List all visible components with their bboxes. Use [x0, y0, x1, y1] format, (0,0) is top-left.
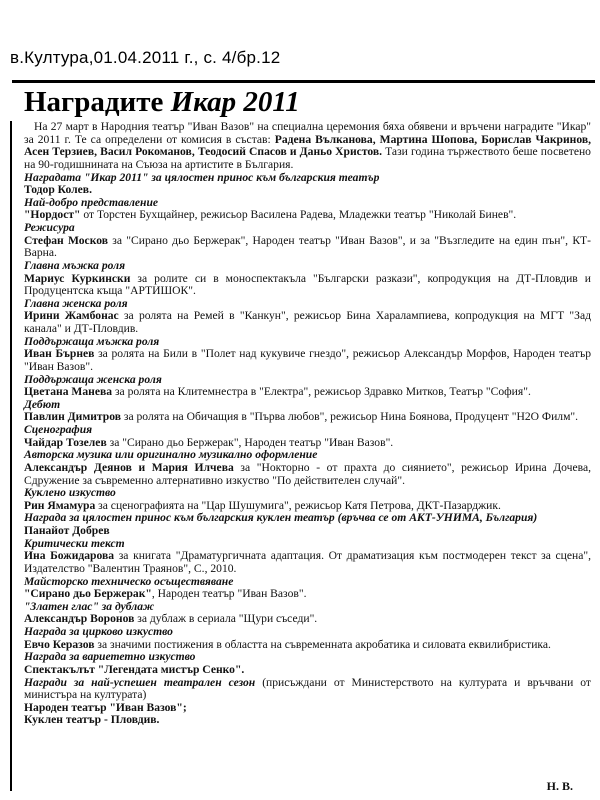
source-line: в.Култура,01.04.2011 г., с. 4/бр.12 [10, 48, 281, 67]
category-label: Майсторско техническо осъществяване [24, 574, 234, 588]
award-entry [24, 235, 591, 260]
winner-name: Народен театър "Иван Вазов"; [24, 700, 187, 714]
winner-name: "Нордост" [24, 208, 81, 222]
winner-details: за "Нокторно - от прахта до сиянието", режисьор Ирина Дочева, Сдружение за съвременно алтернативно изкуство "По действителен случай". [24, 460, 591, 487]
category-label: Наградата "Икар 2011" за цялостен принос към българския театър [24, 170, 380, 184]
category-label: Авторска музика или оригинално музикално оформление [24, 448, 318, 462]
winner-name: Тодор Колев. [24, 183, 92, 197]
winner-name: Александър Воронов [24, 612, 135, 626]
award-entry [24, 411, 591, 424]
award-entry [24, 550, 591, 575]
winner-name: Ина Божидарова [24, 549, 115, 563]
intro-jury: Радена Вълканова, Мартина Шопова, Борислав Чакринов, Асен Терзиев, Васил Рокоманов, Теодосий Спасов и Даньо Христов. [24, 132, 591, 159]
title-prefix: Наградите [24, 86, 171, 118]
intro-paragraph [24, 121, 591, 172]
award-entry [24, 386, 591, 399]
winner-details: за ролята на Били в "Полет над кукувиче гнездо", режисьор Александър Морфов, Народен театър "Иван Вазов". [24, 347, 591, 373]
title-italic: Икар 2011 [170, 86, 300, 118]
award-entry [24, 714, 591, 727]
category-label: Награда за цирково изкуство [24, 625, 173, 638]
winner-name: "Сирано дьо Бержерак" [24, 587, 152, 601]
category-label: Награда за цялостен принос към българския куклен театър (връчва се от АКТ-УНИМА, България) [24, 511, 538, 525]
category-label: Поддържаща женска роля [24, 372, 162, 386]
winner-name: Панайот Добрев [24, 524, 110, 537]
winner-name: Ирини Жамбонас [24, 309, 119, 323]
winner-name: Иван Бърнев [24, 347, 95, 361]
category-label: Главна женска роля [24, 296, 128, 310]
category-label: Куклено изкуство [24, 486, 116, 500]
award-entry [24, 273, 591, 298]
winner-details: за ролите си в моноспектакъла "Български разкази", копродукция на ДТ-Пловдив и Продуцентска къща "АРТИШОК". [24, 271, 592, 298]
winner-details: за книгата "Драматургичната адаптация. От драматизация към постмодерен текст за сцена", Издателство "Валентин Траянов", С., 2010. [24, 549, 591, 575]
winner-details: за дублаж в сериала "Щури съседи". [134, 612, 318, 626]
award-entry [24, 209, 591, 222]
category-label: Критически текст [24, 536, 125, 550]
category-label: Главна мъжка роля [24, 258, 126, 272]
winner-details: за "Сирано дьо Бержерак", Народен театър "Иван Вазов", и за "Възгледите на един пън", КТ-Варна. [24, 233, 591, 260]
winner-name: Павлин Димитров [24, 410, 121, 424]
winner-details: , Народен театър "Иван Вазов". [151, 587, 307, 601]
winner-details: за значими постижения в областта на съвременната акробатика и силовата еквилибристика. [94, 637, 551, 651]
category-label: "Златен глас" за дублаж [24, 599, 155, 613]
winner-name: Стефан Москов [24, 233, 109, 247]
category-label: Награда за вариететно изкуство [24, 650, 196, 664]
winner-details: за ролята на Ремей в "Канкун", режисьор Бина Харалампиева, копродукция на МГТ "Зад канала" и ДТ-Пловдив. [24, 309, 591, 335]
category-label: Сценография [24, 423, 93, 436]
winner-name: Рин Ямамура [24, 498, 96, 512]
award-entry [24, 348, 591, 373]
winner-name: Цветана Манева [24, 385, 113, 399]
winner-details: от Торстен Бухщайнер, режисьор Василена Радева, Младежки театър "Николай Бинев". [80, 208, 517, 222]
category-label: Режисура [24, 221, 75, 234]
award-entry [24, 462, 591, 487]
category-label: Дебют [24, 397, 61, 411]
winner-name: Евчо Керазов [24, 637, 95, 651]
winner-name: Мариус Куркински [24, 271, 131, 285]
winner-details: за сценографията на "Цар Шушумига", режисьор Катя Петрова, ДКТ-Пазарджик. [95, 498, 501, 512]
winner-name: Александър Деянов и Мария Илчева [24, 460, 234, 474]
intro-tail: Тази година тържеството беше посветено на 90-годишнината на Съюза на артистите в България. [24, 145, 591, 171]
article-body [10, 121, 595, 791]
intro-text: На 27 март в Народния театър "Иван Вазов" на специална церемония бяха обявени и връчени наградите "Икар" за 2011 г. Те са определени от комисия в състав: [24, 120, 591, 146]
winner-name: Спектакълът "Легендата мистър Сенко". [24, 662, 245, 676]
award-category [24, 172, 591, 185]
winner-details: за ролята на Клитемнестра в "Електра", режисьор Здравко Митков, Театър "София". [112, 385, 531, 399]
award-category [24, 677, 591, 702]
signature: Н. В. [546, 779, 573, 793]
category-note: (присъждани от Министерството на културата и връчвани от министъра на културата) [24, 675, 591, 702]
category-label: Награди за най-успешен театрален сезон [24, 675, 256, 689]
category-label: Поддържаща мъжка роля [24, 334, 160, 348]
winner-name: Чайдар Тозелев [24, 435, 107, 449]
category-label: Най-добро представление [24, 195, 159, 209]
award-entry [24, 310, 591, 335]
top-rule [12, 80, 595, 83]
newspaper-clipping [10, 80, 595, 794]
winner-details: за "Сирано дьо Бержерак", Народен театър "Иван Вазов". [106, 435, 394, 449]
winner-details: за ролята на Обичащия в "Първа любов", режисьор Нина Боянова, Продуцент "Н2О Филм". [120, 410, 579, 424]
article-title [24, 87, 595, 118]
winner-name: Куклен театър - Пловдив. [24, 713, 160, 727]
